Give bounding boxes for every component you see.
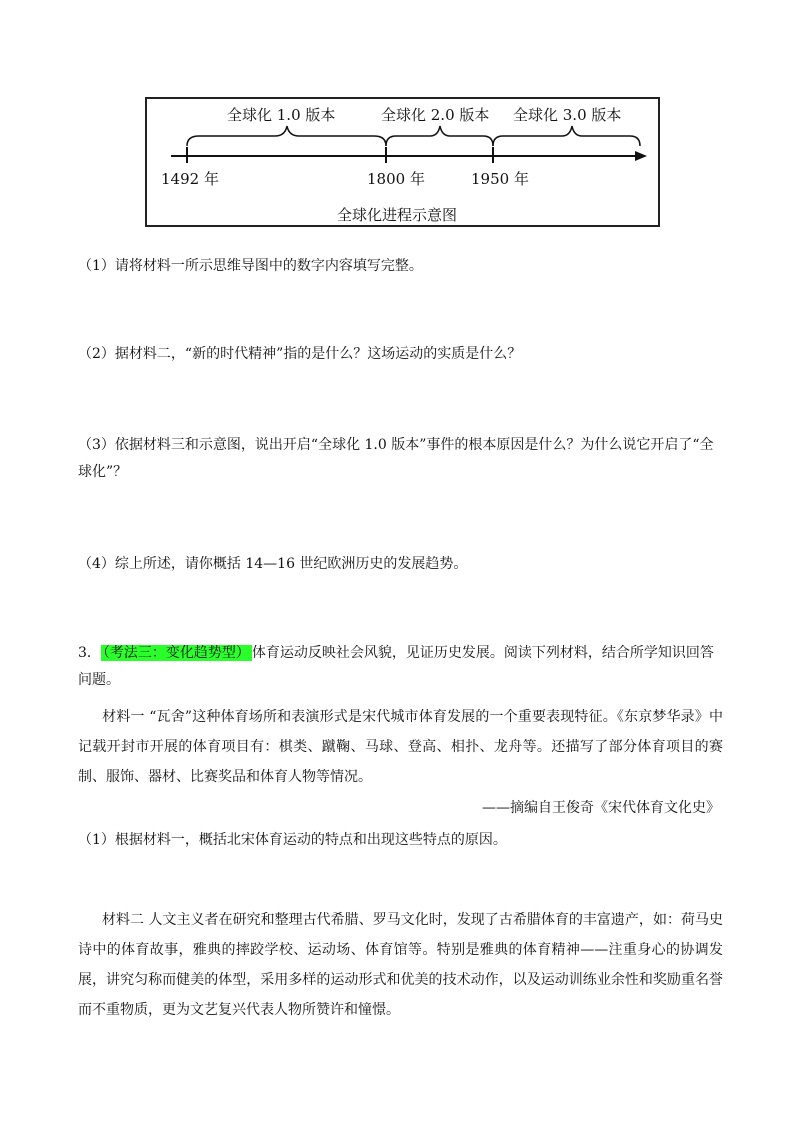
problem-intro: 体育运动反映社会风貌，见证历史发展。阅读下列材料，结合所学知识回答问题。 xyxy=(78,645,714,688)
problem-3-question-1: （1）根据材料一，概括北宋体育运动的特点和出现这些特点的原因。 xyxy=(78,832,507,848)
segment-label-1: 全球化 1.0 版本 xyxy=(227,106,336,124)
year-label-1800: 1800 年 xyxy=(367,170,425,188)
segment-label-2: 全球化 2.0 版本 xyxy=(381,106,490,124)
question-3-line2: 球化”？ xyxy=(78,464,128,480)
question-1: （1）请将材料一所示思维导图中的数字内容填写完整。 xyxy=(78,258,423,274)
timeline-svg xyxy=(147,99,662,229)
globalization-diagram xyxy=(145,97,660,227)
material-1-source: ——摘编自王俊奇《宋代体育文化史》 xyxy=(482,800,720,816)
year-label-1492: 1492 年 xyxy=(161,170,219,188)
material-1-text: 材料一 “瓦舍”这种体育场所和表演形式是宋代城市体育发展的一个重要表现特征。《东京梦华录》中记载开封市开展的体育项目有：棋类、蹴鞠、马球、登高、相扑、龙舟等。还描写了部分体育项目的赛制、服饰、器材、比赛奖品和体育人物等情况。 xyxy=(78,709,723,785)
timeline-arrowhead xyxy=(635,151,647,161)
brace-1 xyxy=(187,126,386,146)
problem-number: 3． xyxy=(78,645,101,661)
brace-3 xyxy=(493,126,640,146)
brace-2 xyxy=(386,126,493,146)
material-2-text: 材料二 人文主义者在研究和整理古代希腊、罗马文化时，发现了古希腊体育的丰富遗产，如：荷马史诗中的体育故事，雅典的摔跤学校、运动场、体育馆等。特别是雅典的体育精神——注重身心的协调发展，讲究匀称而健美的体型，采用多样的运动形式和优美的技术动作，以及运动训练业余性和奖励重名誉而不重物质，更为文艺复兴代表人物所赞许和憧憬。 xyxy=(78,912,723,1018)
question-4: （4）综上所述，请你概括 14—16 世纪欧洲历史的发展趋势。 xyxy=(78,556,468,572)
question-3-line1: （3）依据材料三和示意图，说出开启“全球化 1.0 版本”事件的根本原因是什么？为什么说它开启了“全 xyxy=(78,437,714,453)
question-2: （2）据材料二，“新的时代精神”指的是什么？这场运动的实质是什么？ xyxy=(78,346,522,362)
year-label-1950: 1950 年 xyxy=(471,170,529,188)
figure-caption: 全球化进程示意图 xyxy=(337,206,458,224)
material-1 xyxy=(78,702,723,792)
segment-label-3: 全球化 3.0 版本 xyxy=(513,106,622,124)
method-tag: （考法三：变化趋势型） xyxy=(102,645,250,661)
question-3 xyxy=(78,432,723,486)
problem-3-header xyxy=(78,640,723,694)
material-2 xyxy=(78,905,723,1025)
